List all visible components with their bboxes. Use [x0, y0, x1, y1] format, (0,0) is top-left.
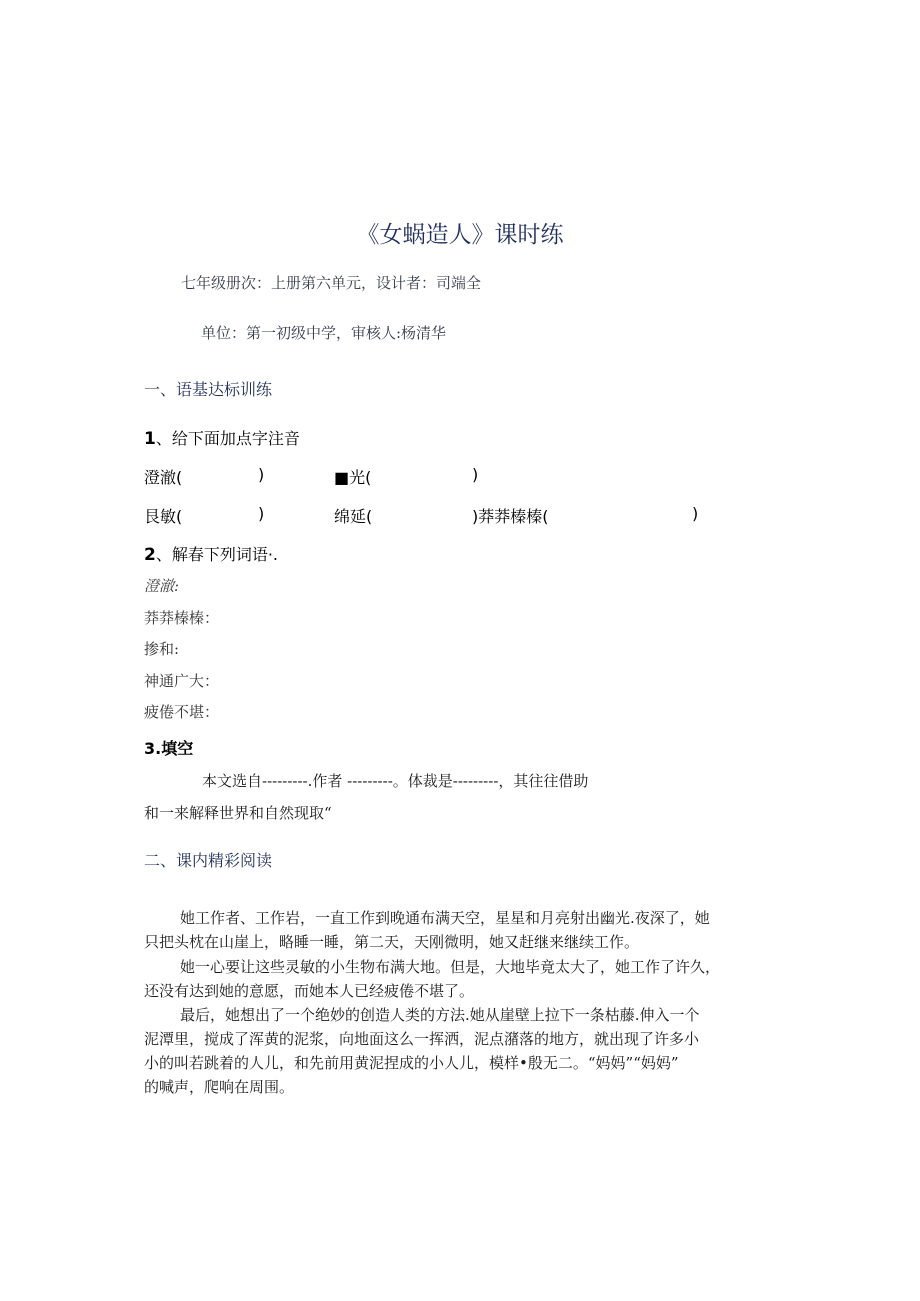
- pinyin-blank-close: ): [258, 465, 265, 484]
- page-title: 《女蜗造人》课时练: [356, 222, 564, 248]
- pinyin-item-guang: ■光(: [334, 468, 372, 487]
- vocab-term: 澄澈:: [144, 577, 180, 595]
- pinyin-item-chengche: 澄澈(: [144, 468, 183, 487]
- reading-line: 只把头枕在山崖上，略睡一睡，第二天，天刚微明，她又赶继来继续工作。: [144, 933, 640, 951]
- vocab-term: 神通广大：: [144, 672, 220, 690]
- question-3-heading: 3.填空: [144, 739, 194, 758]
- reading-line: 她工作者、工作岩，一直工作到晚通布满天空，星星和月亮射出幽光.夜深了，她: [180, 909, 710, 927]
- reading-line: 小的叫若跳着的人儿，和先前用黄泥捏成的小人儿，模样•殷无二。“妈妈”“妈妈”: [144, 1054, 679, 1072]
- section-heading-basics: 一、语基达标训练: [144, 380, 273, 399]
- reading-line: 泥潭里，搅成了浑黄的泥浆，向地面这么一挥洒，泥点潴落的地方，就出现了许多小: [144, 1030, 700, 1048]
- pinyin-blank-close: ): [692, 504, 699, 523]
- question-1-heading: [144, 426, 300, 449]
- fill-blank-line-1: 本文选自---------.作者 ---------。体裁是---------，其往往借助: [202, 772, 589, 790]
- question-1-number: 1: [144, 429, 156, 449]
- question-2-number: 2: [144, 545, 156, 565]
- question-2-heading: [144, 542, 278, 565]
- question-1-text: 、给下面加点字注音: [155, 429, 300, 448]
- pinyin-item-mianyan: 绵延(: [334, 507, 373, 526]
- vocab-term: 疲倦不堪：: [144, 703, 220, 721]
- pinyin-item-mangmang-zhenzhen: )莽莽榛榛(: [472, 507, 549, 526]
- vocab-term: 掺和:: [144, 640, 180, 658]
- meta-grade-designer: 七年级册次：上册第六单元，设计者：司端全: [181, 274, 482, 292]
- reading-line: 还没有达到她的意愿，而她本人已经疲倦不堪了。: [144, 982, 475, 1000]
- meta-unit-reviewer: 单位：第一初级中学，审核人:杨清华: [201, 324, 447, 342]
- reading-line: 的喊声，爬响在周围。: [144, 1078, 295, 1096]
- reading-line: 最后，她想出了一个绝妙的创造人类的方法.她从崖壁上拉下一条枯藤.伸入一个: [180, 1006, 700, 1024]
- reading-line: 她一心要让这些灵敏的小生物布满大地。但是，大地毕竟太大了，她工作了许久，: [180, 958, 721, 976]
- section-heading-reading: 二、课内精彩阅读: [144, 851, 273, 870]
- fill-blank-line-2: 和一来解释世界和自然现取“: [144, 804, 332, 822]
- vocab-term: 莽莽榛榛：: [144, 609, 220, 627]
- pinyin-blank-close: ): [472, 465, 479, 484]
- pinyin-blank-close: ): [258, 504, 265, 523]
- question-2-text: 、解春下列词语·.: [155, 545, 279, 564]
- pinyin-item-genmin: 艮敏(: [144, 507, 183, 526]
